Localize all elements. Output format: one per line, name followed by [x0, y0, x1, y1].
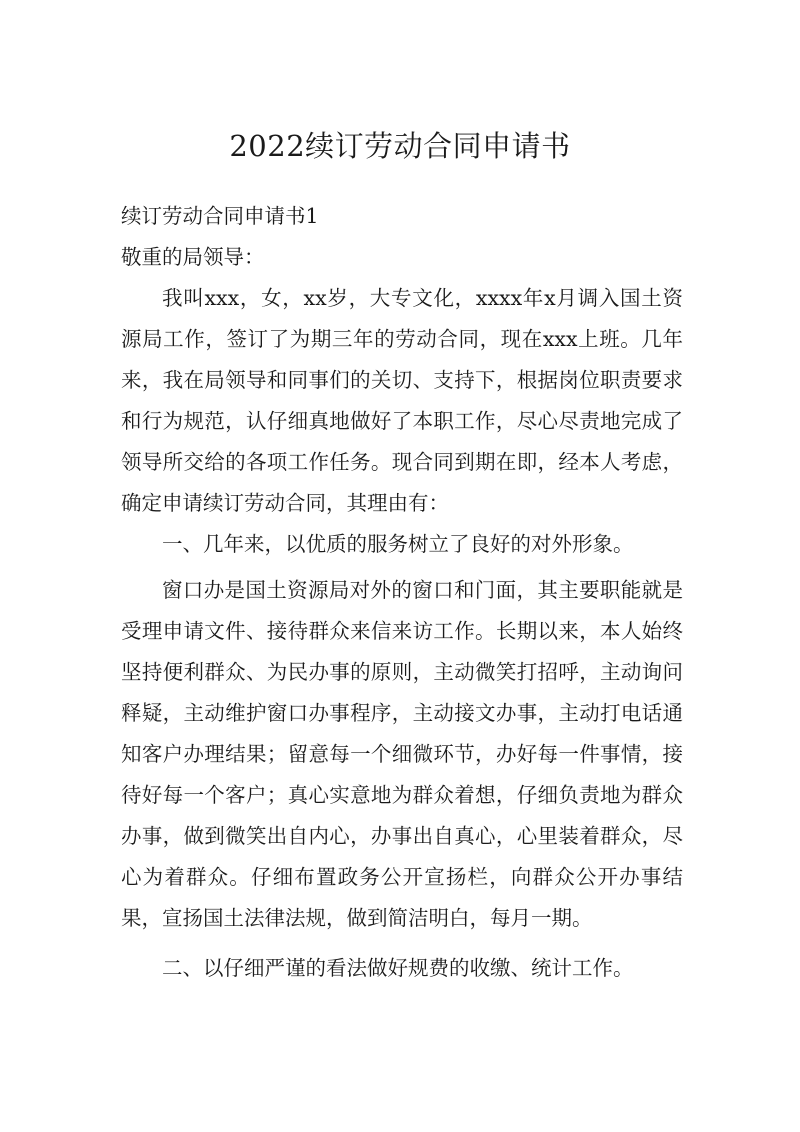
salutation: 敬重的局领导：: [121, 245, 265, 269]
section-heading-2: 二、以仔细严谨的看法做好规费的收缴、统计工作。: [162, 956, 634, 980]
paragraph-window-office: 窗口办是国土资源局对外的窗口和门面，其主要职能就是受理申请文件、接待群众来信来访工作。长期以来，本人始终坚持便利群众、为民办事的原则，主动微笑打招呼，主动询问释疑，主动维护窗口办事程序，主动接文办事，主动打电话通知客户办理结果；留意每一个细微环节，办好每一件事情，接待好每一个客户；真心实意地为群众着想，仔细负责地为群众办事，做到微笑出自内心，办事出自真心，心里装着群众，尽心为着群众。仔细布置政务公开宣扬栏，向群众公开办事结果，宣扬国土法律法规，做到简洁明白，每月一期。: [121, 578, 683, 930]
document-body: [121, 196, 683, 989]
document-title: 2022续订劳动合同申请书: [229, 129, 571, 163]
document-subtitle: 续订劳动合同申请书1: [121, 204, 319, 228]
section-heading-1: 一、几年来，以优质的服务树立了良好的对外形象。: [162, 532, 634, 556]
paragraph-intro: 我叫xxx，女，xx岁，大专文化，xxxx年x月调入国土资源局工作，签订了为期三年的劳动合同，现在xxx上班。几年来，我在局领导和同事们的关切、支持下，根据岗位职责要求和行为规范，认仔细真地做好了本职工作，尽心尽责地完成了领导所交给的各项工作任务。现合同到期在即，经本人考虑，确定申请续订劳动合同，其理由有：: [121, 286, 683, 515]
